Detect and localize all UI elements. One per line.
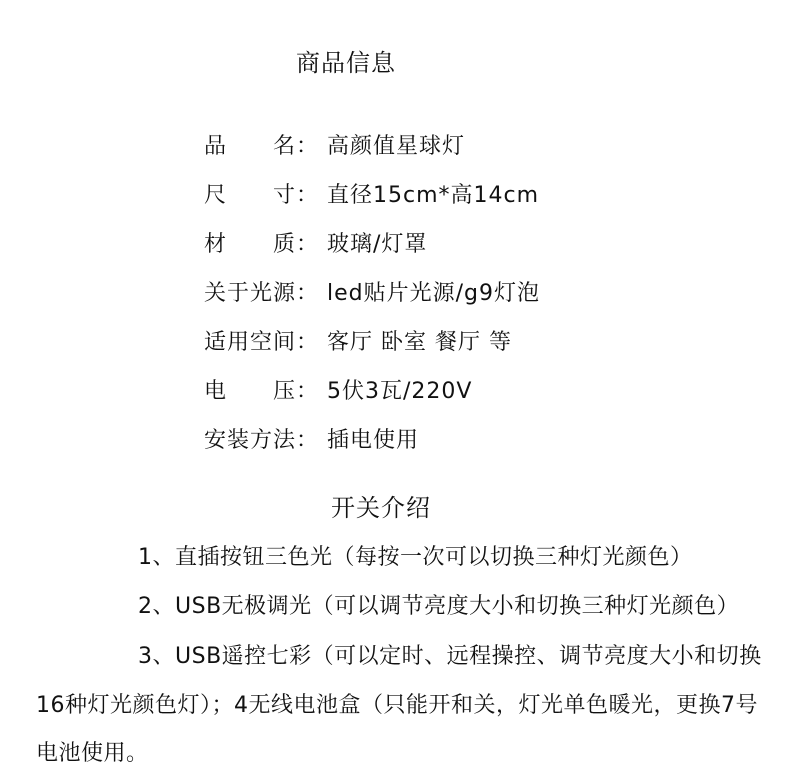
spec-row-name — [204, 132, 465, 162]
switch-item-3-line-2: 16种灯光颜色灯）；4无线电池盒（只能开和关，灯光单色暖光，更换7号 — [36, 693, 758, 718]
spec-value: 高颜值星球灯 — [327, 134, 466, 159]
switch-intro-title: 开关介绍 — [331, 494, 431, 522]
switch-item-1: 1、直插按钮三色光（每按一次可以切换三种灯光颜色） — [138, 545, 693, 570]
spec-label: 尺 寸： — [204, 183, 320, 208]
switch-item-3-line-3: 电池使用。 — [36, 741, 149, 766]
spec-row-voltage — [204, 377, 472, 407]
spec-row-material — [204, 230, 427, 260]
spec-label: 适用空间： — [204, 330, 320, 355]
spec-value: 直径15cm*高14cm — [327, 183, 540, 208]
spec-label: 材 质： — [204, 232, 320, 257]
spec-row-light-source — [204, 279, 540, 309]
switch-item-2: 2、USB无极调光（可以调节亮度大小和切换三种灯光颜色） — [138, 594, 740, 619]
spec-row-size — [204, 181, 539, 211]
spec-label: 品 名： — [204, 134, 320, 159]
spec-row-space — [204, 328, 512, 358]
spec-row-install — [204, 426, 419, 456]
spec-value: led贴片光源/g9灯泡 — [327, 281, 541, 306]
product-info-title: 商品信息 — [296, 49, 396, 77]
spec-value: 客厅 卧室 餐厅 等 — [327, 330, 512, 355]
spec-label: 电 压： — [204, 379, 320, 404]
spec-value: 插电使用 — [327, 428, 420, 453]
spec-value: 5伏3瓦/220V — [327, 379, 473, 404]
spec-label: 关于光源： — [204, 281, 320, 306]
spec-value: 玻璃/灯罩 — [327, 232, 428, 257]
switch-item-3-line-1: 3、USB遥控七彩（可以定时、远程操控、调节亮度大小和切换 — [138, 644, 762, 669]
spec-label: 安装方法： — [204, 428, 320, 453]
